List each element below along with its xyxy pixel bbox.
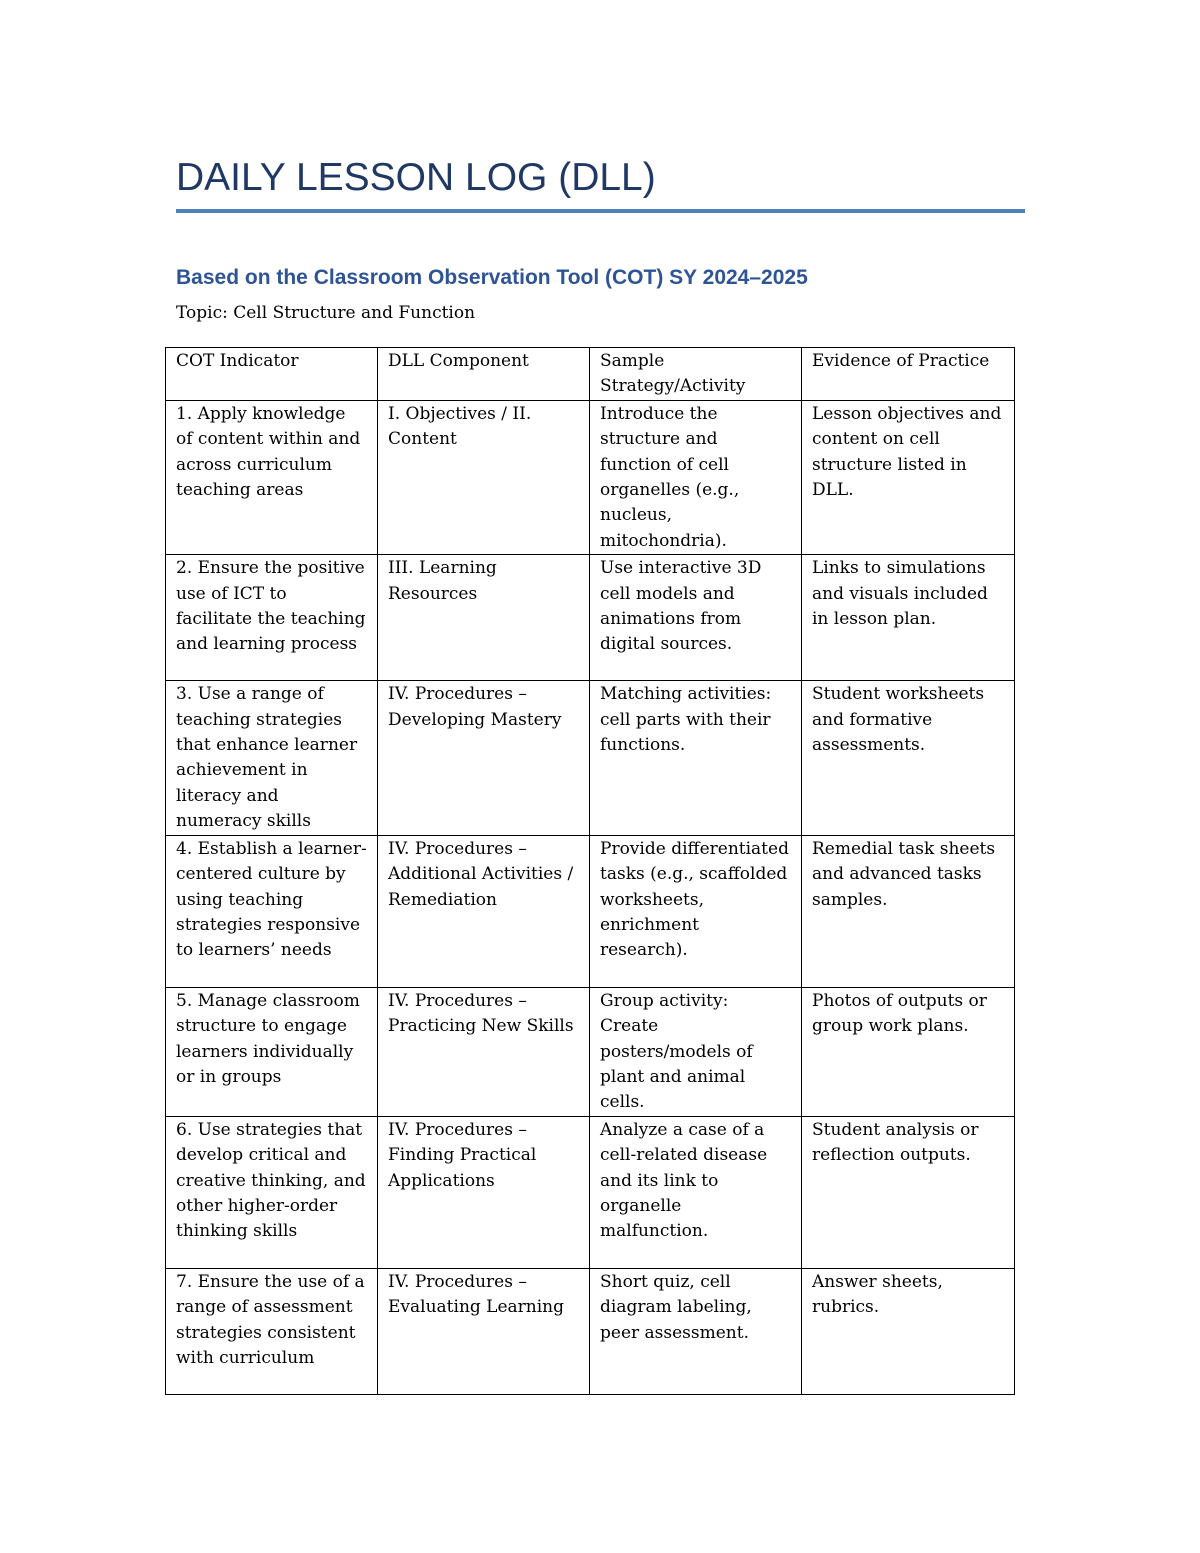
- header-sample-strategy: Sample Strategy/Activity: [590, 348, 802, 401]
- table-row: [166, 555, 1015, 681]
- table-row: [166, 681, 1015, 835]
- cell-cot-indicator: 4. Establish a learner-centered culture by using teaching strategies responsive to learners’ needs: [166, 835, 378, 987]
- table-row: [166, 400, 1015, 554]
- cell-dll-component: I. Objectives / II. Content: [378, 400, 590, 554]
- table-header-row: [166, 348, 1015, 401]
- cell-evidence: Remedial task sheets and advanced tasks samples.: [802, 835, 1015, 987]
- cell-dll-component: IV. Procedures – Additional Activities / Remediation: [378, 835, 590, 987]
- cell-evidence: Lesson objectives and content on cell structure listed in DLL.: [802, 400, 1015, 554]
- cot-dll-table: [165, 347, 1015, 1395]
- cell-dll-component: IV. Procedures – Finding Practical Applications: [378, 1116, 590, 1268]
- cell-evidence: Student worksheets and formative assessments.: [802, 681, 1015, 835]
- cell-dll-component: IV. Procedures – Practicing New Skills: [378, 987, 590, 1116]
- cell-sample-strategy: Provide differentiated tasks (e.g., scaffolded worksheets, enrichment research).: [590, 835, 802, 987]
- table-row: [166, 987, 1015, 1116]
- cell-dll-component: IV. Procedures – Evaluating Learning: [378, 1268, 590, 1394]
- header-cot-indicator: COT Indicator: [166, 348, 378, 401]
- table-row: [166, 1268, 1015, 1394]
- cell-sample-strategy: Group activity: Create posters/models of plant and animal cells.: [590, 987, 802, 1116]
- cell-cot-indicator: 1. Apply knowledge of content within and across curriculum teaching areas: [166, 400, 378, 554]
- cell-evidence: Links to simulations and visuals included in lesson plan.: [802, 555, 1015, 681]
- cell-sample-strategy: Analyze a case of a cell-related disease and its link to organelle malfunction.: [590, 1116, 802, 1268]
- cell-cot-indicator: 5. Manage classroom structure to engage learners individually or in groups: [166, 987, 378, 1116]
- cell-dll-component: IV. Procedures – Developing Mastery: [378, 681, 590, 835]
- table-row: [166, 835, 1015, 987]
- document-subtitle: Based on the Classroom Observation Tool (COT) SY 2024–2025: [176, 266, 808, 289]
- cell-evidence: Photos of outputs or group work plans.: [802, 987, 1015, 1116]
- cell-dll-component: III. Learning Resources: [378, 555, 590, 681]
- cell-sample-strategy: Introduce the structure and function of cell organelles (e.g., nucleus, mitochondria).: [590, 400, 802, 554]
- header-evidence-of-practice: Evidence of Practice: [802, 348, 1015, 401]
- cell-cot-indicator: 2. Ensure the positive use of ICT to facilitate the teaching and learning process: [166, 555, 378, 681]
- cell-cot-indicator: 3. Use a range of teaching strategies that enhance learner achievement in literacy and numeracy skills: [166, 681, 378, 835]
- cell-cot-indicator: 7. Ensure the use of a range of assessment strategies consistent with curriculum: [166, 1268, 378, 1394]
- topic-line: Topic: Cell Structure and Function: [176, 303, 476, 323]
- title-underline-rule: [176, 209, 1025, 213]
- table-row: [166, 1116, 1015, 1268]
- header-dll-component: DLL Component: [378, 348, 590, 401]
- cell-sample-strategy: Use interactive 3D cell models and animations from digital sources.: [590, 555, 802, 681]
- cell-evidence: Student analysis or reflection outputs.: [802, 1116, 1015, 1268]
- cell-evidence: Answer sheets, rubrics.: [802, 1268, 1015, 1394]
- document-title: DAILY LESSON LOG (DLL): [176, 156, 656, 199]
- cell-cot-indicator: 6. Use strategies that develop critical and creative thinking, and other higher-order thinking skills: [166, 1116, 378, 1268]
- cell-sample-strategy: Matching activities: cell parts with their functions.: [590, 681, 802, 835]
- cell-sample-strategy: Short quiz, cell diagram labeling, peer assessment.: [590, 1268, 802, 1394]
